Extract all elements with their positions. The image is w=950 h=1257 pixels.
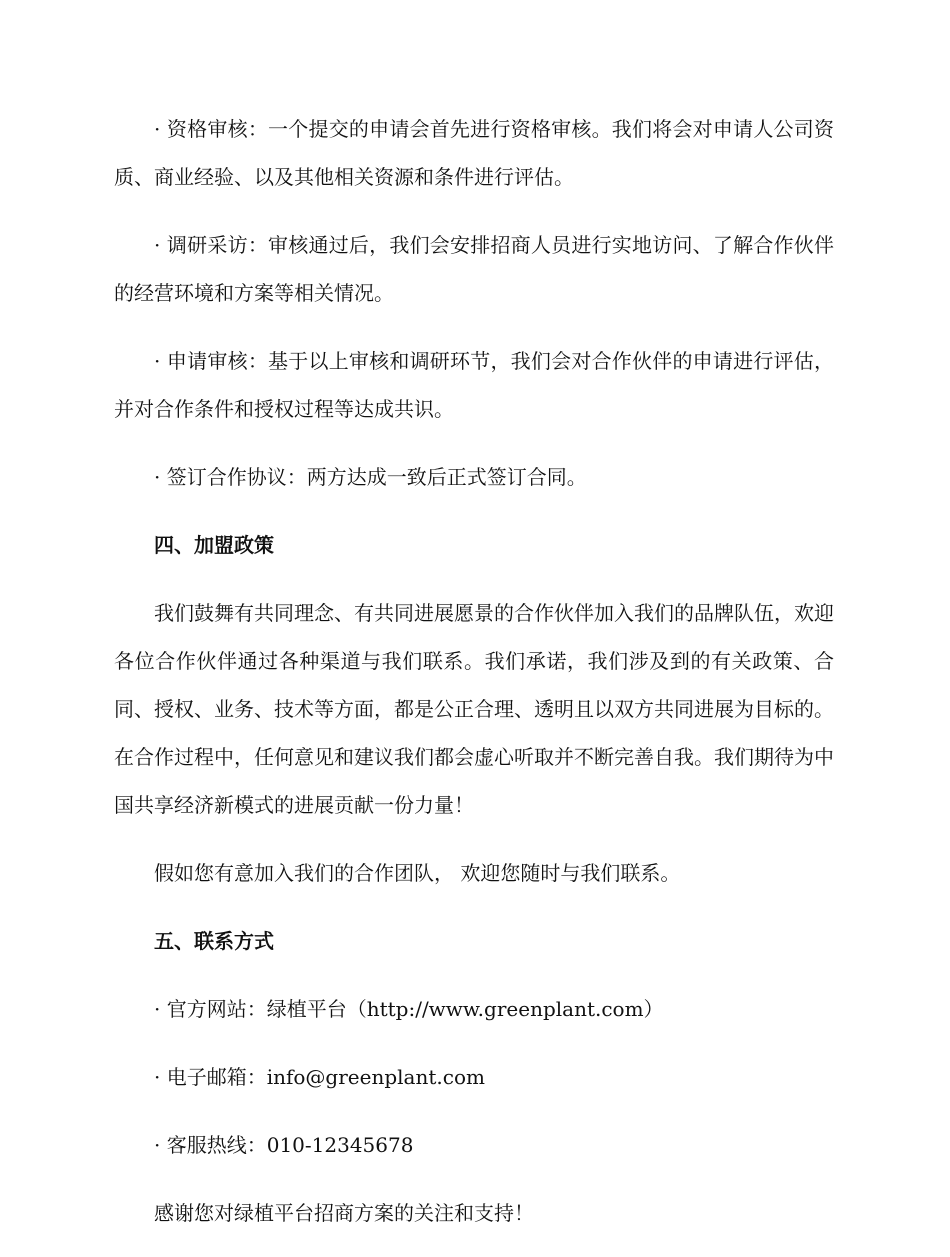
contact-email: · 电子邮箱：info@greenplant.com xyxy=(154,1065,485,1089)
process-item-sign-agreement: · 签订合作协议：两方达成一致后正式签订合同。 xyxy=(154,465,587,489)
closing-thanks: 感谢您对绿植平台招商方案的关注和支持！ xyxy=(154,1201,534,1225)
process-item-qualification-review: · 资格审核：一个提交的申请会首先进行资格审核。我们将会对申请人公司资质、商业经验、以及其他相关资源和条件进行评估。 xyxy=(114,117,834,189)
franchise-policy-paragraph: 我们鼓舞有共同理念、有共同进展愿景的合作伙伴加入我们的品牌队伍，欢迎各位合作伙伴通过各种渠道与我们联系。我们承诺，我们涉及到的有关政策、合同、授权、业务、技术等方面，都是公正合理、透明且以双方共同进展为目标的。在合作过程中，任何意见和建议我们都会虚心听取并不断完善自我。我们期待为中国共享经济新模式的进展贡献一份力量！ xyxy=(114,601,834,817)
contact-website: · 官方网站：绿植平台（http://www.greenplant.com） xyxy=(154,997,664,1021)
document-page xyxy=(114,105,834,1257)
process-item-application-review: · 申请审核：基于以上审核和调研环节，我们会对合作伙伴的申请进行评估，并对合作条件和授权过程等达成共识。 xyxy=(114,349,834,421)
contact-hotline: · 客服热线：010-12345678 xyxy=(154,1133,414,1157)
process-item-site-research: · 调研采访：审核通过后，我们会安排招商人员进行实地访问、了解合作伙伴的经营环境和方案等相关情况。 xyxy=(114,233,834,305)
section-heading-franchise-policy: 四、加盟政策 xyxy=(154,533,274,557)
section-heading-contact: 五、联系方式 xyxy=(154,929,274,953)
franchise-invitation-paragraph: 假如您有意加入我们的合作团队， 欢迎您随时与我们联系。 xyxy=(154,861,681,885)
